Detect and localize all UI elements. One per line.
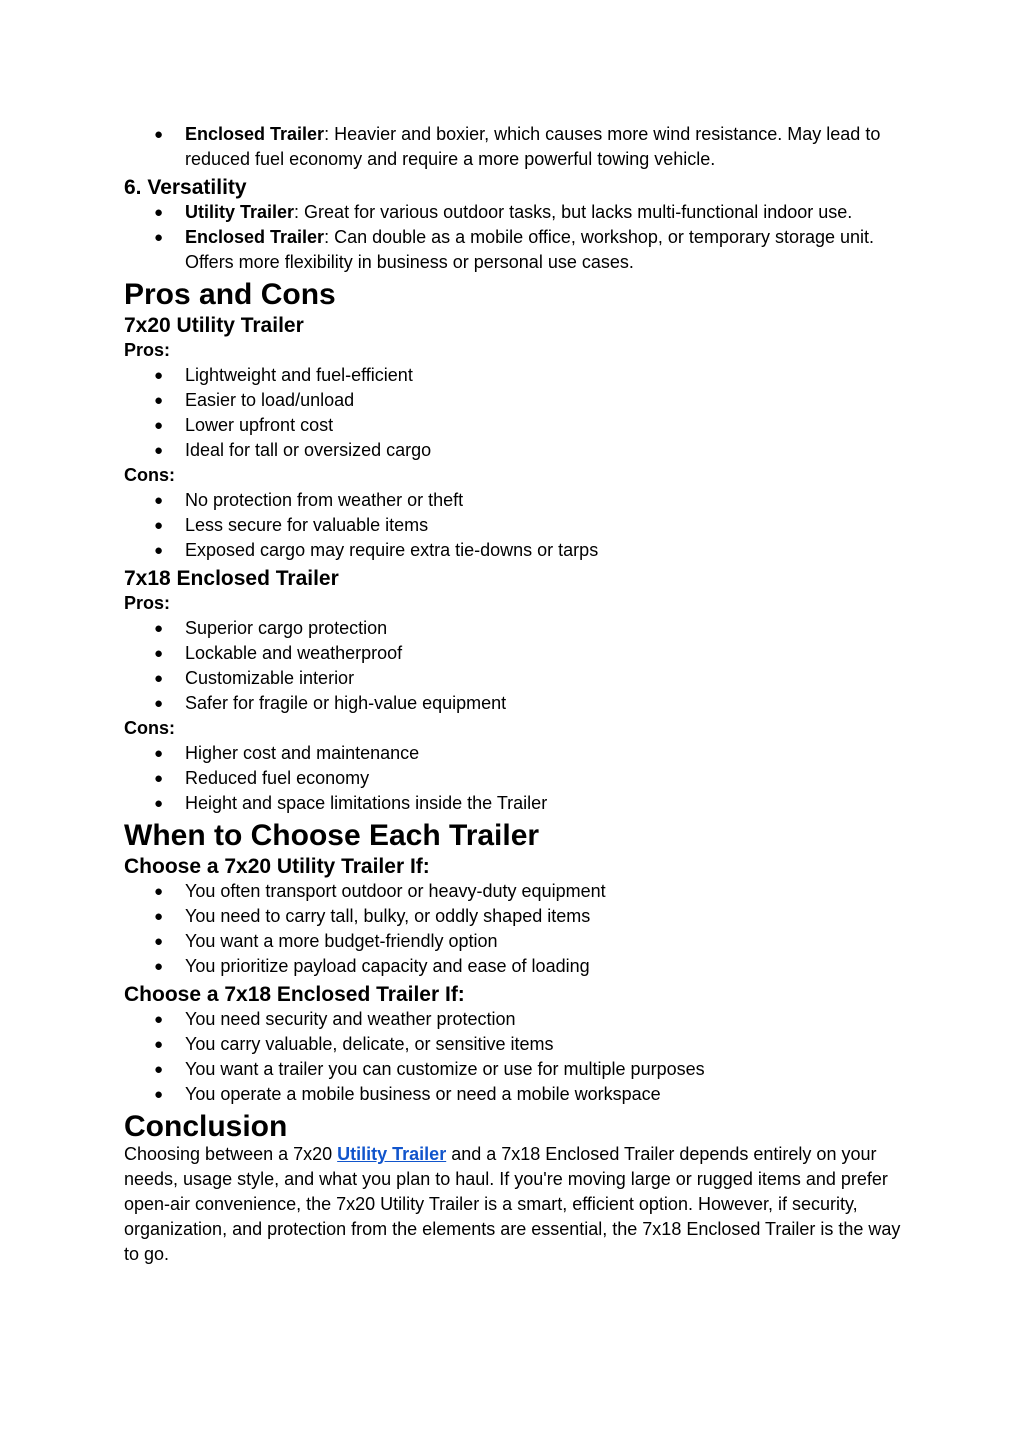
list-item: ● You prioritize payload capacity and ease of loading <box>124 954 914 979</box>
list-item: ● Customizable interior <box>124 666 914 691</box>
when-to-choose-heading: When to Choose Each Trailer <box>124 819 540 852</box>
list-item-text: : Can double as a mobile office, workshop, or temporary storage unit. Offers more flexibility in business or personal use cases. <box>185 227 875 272</box>
list-item <box>124 200 914 225</box>
list-item: ● Easier to load/unload <box>124 388 914 413</box>
list-item: ● You often transport outdoor or heavy-duty equipment <box>124 879 914 904</box>
list-item: ● You need security and weather protection <box>124 1007 914 1032</box>
list-item: ● Lower upfront cost <box>124 413 914 438</box>
utility-pros-label: Pros: <box>124 340 171 360</box>
list-item: ● You need to carry tall, bulky, or oddly shaped items <box>124 904 914 929</box>
list-item: ● Superior cargo protection <box>124 616 914 641</box>
list-item: ● You want a trailer you can customize or use for multiple purposes <box>124 1057 914 1082</box>
list-item: ● Safer for fragile or high-value equipment <box>124 691 914 716</box>
versatility-heading: 6. Versatility <box>124 176 247 199</box>
list-item: ● Less secure for valuable items <box>124 513 914 538</box>
utility-cons-list <box>124 488 914 563</box>
utility-pros-list <box>124 363 914 463</box>
enclosed-pros-list <box>124 616 914 716</box>
choose-utility-list <box>124 879 914 979</box>
conclusion-text-start: Choosing between a 7x20 <box>124 1144 338 1164</box>
list-item: ● Reduced fuel economy <box>124 766 914 791</box>
list-item: ● You carry valuable, delicate, or sensitive items <box>124 1032 914 1057</box>
list-item: ● You operate a mobile business or need a mobile workspace <box>124 1082 914 1107</box>
enclosed-cons-list <box>124 741 914 816</box>
list-item-text: : Great for various outdoor tasks, but lacks multi-functional indoor use. <box>294 202 853 222</box>
utility-trailer-link[interactable]: Utility Trailer <box>337 1144 447 1164</box>
list-item: ● Lockable and weatherproof <box>124 641 914 666</box>
choose-enclosed-list <box>124 1007 914 1107</box>
conclusion-text-end: and a 7x18 Enclosed Trailer depends entirely on your needs, usage style, and what you plan to haul. If you're moving large or rugged items and prefer open-air convenience, the 7x20 Utility Trailer is a smart, efficient option. However, if security, organization, and protection from the elements are essential, the 7x18 Enclosed Trailer is the way to go. <box>124 1144 901 1264</box>
list-item-term: Enclosed Trailer <box>185 124 325 144</box>
utility-cons-label: Cons: <box>124 465 175 485</box>
enclosed-cons-label: Cons: <box>124 718 175 738</box>
choose-enclosed-heading: Choose a 7x18 Enclosed Trailer If: <box>124 983 465 1006</box>
list-item: ● Exposed cargo may require extra tie-downs or tarps <box>124 538 914 563</box>
list-item: ● No protection from weather or theft <box>124 488 914 513</box>
conclusion-heading: Conclusion <box>124 1110 288 1143</box>
utility-trailer-heading: 7x20 Utility Trailer <box>124 314 304 337</box>
fuel-efficiency-list <box>124 122 914 172</box>
list-item: ● Lightweight and fuel-efficient <box>124 363 914 388</box>
list-item: ● Ideal for tall or oversized cargo <box>124 438 914 463</box>
list-item-term: Enclosed Trailer <box>185 227 325 247</box>
list-item-text: : Heavier and boxier, which causes more wind resistance. May lead to reduced fuel economy and require a more powerful towing vehicle. <box>185 124 881 169</box>
list-item: ● Higher cost and maintenance <box>124 741 914 766</box>
choose-utility-heading: Choose a 7x20 Utility Trailer If: <box>124 855 430 878</box>
document-page <box>124 122 914 1267</box>
list-item: ● Height and space limitations inside the Trailer <box>124 791 914 816</box>
conclusion-paragraph <box>124 1142 914 1267</box>
list-item-term: Utility Trailer <box>185 202 295 222</box>
list-item: ● You want a more budget-friendly option <box>124 929 914 954</box>
enclosed-trailer-heading: 7x18 Enclosed Trailer <box>124 567 339 590</box>
pros-and-cons-heading: Pros and Cons <box>124 278 336 311</box>
versatility-list <box>124 200 914 275</box>
list-item <box>124 122 914 172</box>
list-item <box>124 225 914 275</box>
enclosed-pros-label: Pros: <box>124 593 171 613</box>
